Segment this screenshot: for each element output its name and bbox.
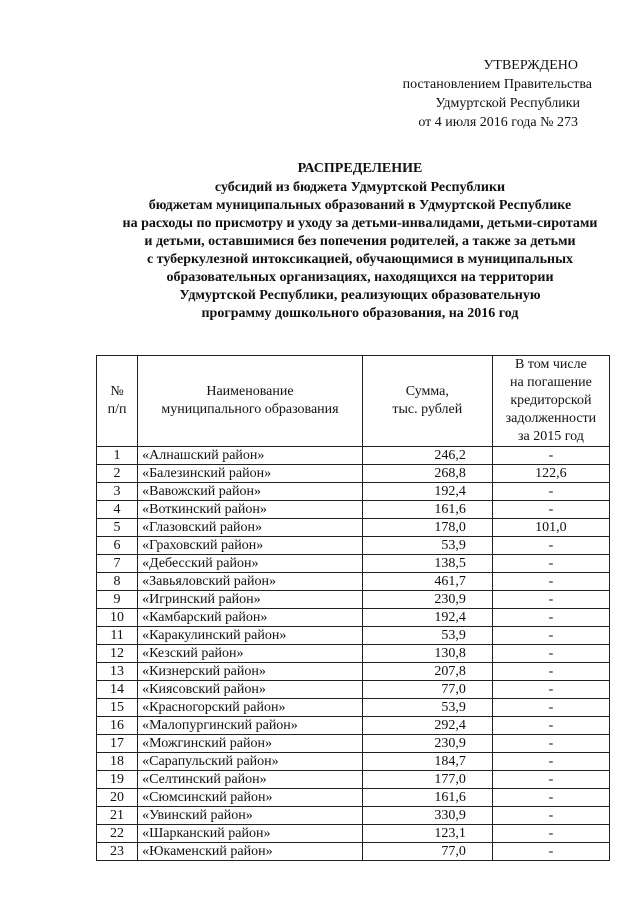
table-row <box>97 663 610 681</box>
table-row <box>97 483 610 501</box>
table-row <box>97 771 610 789</box>
row-sum: 77,0 <box>362 843 492 861</box>
header-debt: В том числе на погашение кредиторской задолженности за 2015 год <box>492 356 609 447</box>
approval-block <box>380 56 600 132</box>
document-title <box>80 160 640 323</box>
row-debt: - <box>492 483 609 501</box>
row-debt: - <box>492 537 609 555</box>
table-row <box>97 717 610 735</box>
table-row <box>97 519 610 537</box>
header-sum: Сумма, тыс. рублей <box>362 356 492 447</box>
row-sum: 461,7 <box>362 573 492 591</box>
table-row <box>97 843 610 861</box>
title-line: с туберкулезной интоксикацией, обучающимися в муниципальных <box>146 252 574 267</box>
row-debt: - <box>492 447 609 465</box>
row-sum: 77,0 <box>362 681 492 699</box>
row-number: 5 <box>97 519 138 537</box>
row-number: 17 <box>97 735 138 753</box>
row-municipality: «Камбарский район» <box>138 609 363 627</box>
table-row <box>97 465 610 483</box>
row-number: 2 <box>97 465 138 483</box>
row-number: 20 <box>97 789 138 807</box>
row-debt: - <box>492 609 609 627</box>
row-municipality: «Можгинский район» <box>138 735 363 753</box>
row-sum: 161,6 <box>362 501 492 519</box>
row-sum: 246,2 <box>362 447 492 465</box>
row-debt: - <box>492 627 609 645</box>
row-number: 13 <box>97 663 138 681</box>
row-municipality: «Алнашский район» <box>138 447 363 465</box>
row-municipality: «Сюмсинский район» <box>138 789 363 807</box>
table-row <box>97 573 610 591</box>
approval-date-number: от 4 июля 2016 года № 273 <box>418 115 578 130</box>
title-line: субсидий из бюджета Удмуртской Республики <box>214 180 506 195</box>
title-line: бюджетам муниципальных образований в Удмуртской Республике <box>148 198 572 213</box>
row-sum: 177,0 <box>362 771 492 789</box>
row-municipality: «Красногорский район» <box>138 699 363 717</box>
row-sum: 330,9 <box>362 807 492 825</box>
row-sum: 178,0 <box>362 519 492 537</box>
row-sum: 292,4 <box>362 717 492 735</box>
row-debt: - <box>492 843 609 861</box>
row-municipality: «Граховский район» <box>138 537 363 555</box>
row-sum: 123,1 <box>362 825 492 843</box>
row-number: 11 <box>97 627 138 645</box>
approval-label: УТВЕРЖДЕНО <box>483 58 578 73</box>
row-sum: 207,8 <box>362 663 492 681</box>
row-debt: - <box>492 735 609 753</box>
approval-authority: Удмуртской Республики <box>435 96 580 111</box>
row-number: 9 <box>97 591 138 609</box>
table-row <box>97 735 610 753</box>
row-municipality: «Дебесский район» <box>138 555 363 573</box>
row-number: 4 <box>97 501 138 519</box>
row-municipality: «Глазовский район» <box>138 519 363 537</box>
row-debt: - <box>492 591 609 609</box>
row-debt: 101,0 <box>492 519 609 537</box>
row-municipality: «Воткинский район» <box>138 501 363 519</box>
table-row <box>97 699 610 717</box>
row-debt: - <box>492 555 609 573</box>
table-row <box>97 825 610 843</box>
row-municipality: «Каракулинский район» <box>138 627 363 645</box>
row-debt: - <box>492 807 609 825</box>
row-number: 14 <box>97 681 138 699</box>
row-number: 22 <box>97 825 138 843</box>
row-debt: - <box>492 789 609 807</box>
row-debt: - <box>492 825 609 843</box>
row-debt: - <box>492 645 609 663</box>
row-municipality: «Селтинский район» <box>138 771 363 789</box>
row-municipality: «Шарканский район» <box>138 825 363 843</box>
table-row <box>97 807 610 825</box>
row-debt: - <box>492 717 609 735</box>
table-row <box>97 447 610 465</box>
row-sum: 130,8 <box>362 645 492 663</box>
row-sum: 53,9 <box>362 537 492 555</box>
row-number: 16 <box>97 717 138 735</box>
row-sum: 230,9 <box>362 591 492 609</box>
table-header-row <box>97 356 610 447</box>
table-row <box>97 627 610 645</box>
row-number: 7 <box>97 555 138 573</box>
row-sum: 268,8 <box>362 465 492 483</box>
title-line: образовательных организациях, находящихся на территории <box>166 270 554 285</box>
row-sum: 192,4 <box>362 609 492 627</box>
row-municipality: «Киясовский район» <box>138 681 363 699</box>
row-sum: 53,9 <box>362 627 492 645</box>
row-number: 10 <box>97 609 138 627</box>
row-number: 1 <box>97 447 138 465</box>
row-number: 21 <box>97 807 138 825</box>
row-municipality: «Игринский район» <box>138 591 363 609</box>
title-line: на расходы по присмотру и уходу за детьми-инвалидами, детьми-сиротами <box>122 216 598 231</box>
row-municipality: «Малопургинский район» <box>138 717 363 735</box>
table-row <box>97 555 610 573</box>
row-debt: - <box>492 501 609 519</box>
row-municipality: «Сарапульский район» <box>138 753 363 771</box>
row-sum: 53,9 <box>362 699 492 717</box>
table-row <box>97 609 610 627</box>
row-debt: - <box>492 663 609 681</box>
row-sum: 138,5 <box>362 555 492 573</box>
row-debt: - <box>492 681 609 699</box>
row-municipality: «Кизнерский район» <box>138 663 363 681</box>
row-debt: - <box>492 573 609 591</box>
row-municipality: «Завьяловский район» <box>138 573 363 591</box>
row-debt: - <box>492 753 609 771</box>
row-municipality: «Увинский район» <box>138 807 363 825</box>
table-row <box>97 789 610 807</box>
row-municipality: «Юкаменский район» <box>138 843 363 861</box>
table-row <box>97 501 610 519</box>
row-sum: 184,7 <box>362 753 492 771</box>
title-line: программу дошкольного образования, на 2016 год <box>201 306 519 321</box>
row-municipality: «Вавожский район» <box>138 483 363 501</box>
table-row <box>97 645 610 663</box>
row-number: 8 <box>97 573 138 591</box>
title-line: и детьми, оставшимися без попечения родителей, а также за детьми <box>144 234 576 249</box>
approval-resolution: постановлением Правительства <box>402 77 592 92</box>
row-sum: 192,4 <box>362 483 492 501</box>
distribution-table <box>96 355 610 861</box>
row-sum: 230,9 <box>362 735 492 753</box>
row-sum: 161,6 <box>362 789 492 807</box>
table-row <box>97 537 610 555</box>
header-number: № п/п <box>97 356 138 447</box>
row-number: 15 <box>97 699 138 717</box>
row-number: 18 <box>97 753 138 771</box>
row-debt: - <box>492 699 609 717</box>
title-line: Удмуртской Республики, реализующих образовательную <box>179 288 541 303</box>
row-number: 19 <box>97 771 138 789</box>
table-body <box>97 447 610 861</box>
table-row <box>97 753 610 771</box>
table-row <box>97 591 610 609</box>
title-heading: РАСПРЕДЕЛЕНИЕ <box>297 161 423 176</box>
row-number: 12 <box>97 645 138 663</box>
row-debt: - <box>492 771 609 789</box>
row-number: 23 <box>97 843 138 861</box>
row-debt: 122,6 <box>492 465 609 483</box>
row-municipality: «Кезский район» <box>138 645 363 663</box>
row-number: 3 <box>97 483 138 501</box>
row-municipality: «Балезинский район» <box>138 465 363 483</box>
table-row <box>97 681 610 699</box>
row-number: 6 <box>97 537 138 555</box>
header-name: Наименование муниципального образования <box>138 356 363 447</box>
